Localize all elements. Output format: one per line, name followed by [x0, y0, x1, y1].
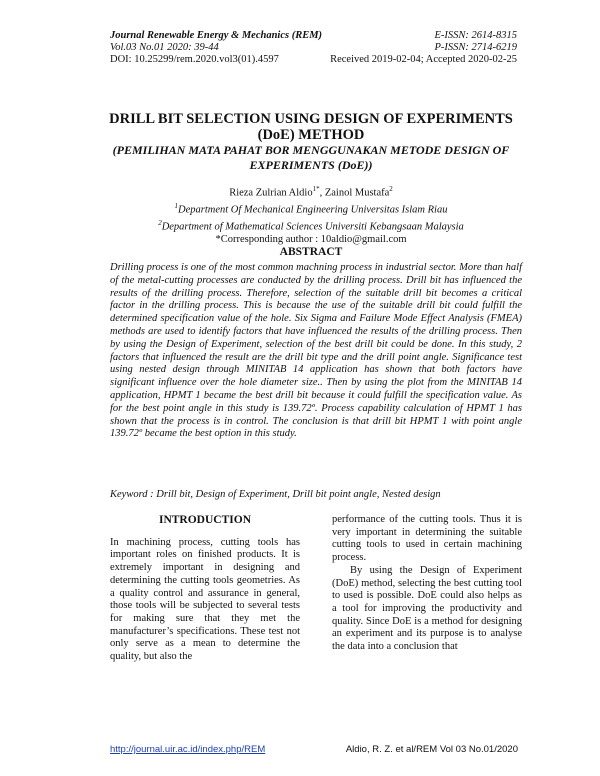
introduction-heading: INTRODUCTION [158, 514, 251, 526]
abstract-heading: ABSTRACT [279, 246, 343, 258]
paper-title-line1: DRILL BIT SELECTION USING DESIGN OF EXPERIMENTS [109, 111, 513, 127]
journal-header-right [330, 30, 517, 66]
paper-subtitle-line1: (PEMILIHAN MATA PAHAT BOR MENGGUNAKAN METODE DESIGN OF [112, 143, 510, 157]
column-right [332, 514, 522, 654]
affiliation-2-text: Department of Mathematical Sciences Universiti Kebangsaan Malaysia [161, 221, 464, 233]
journal-volume: Vol.03 No.01 2020: 39-44 [110, 42, 219, 53]
received-dates: Received 2019-02-04; Accepted 2020-02-25 [330, 54, 517, 65]
keywords: Keyword : Drill bit, Design of Experiment, Drill bit point angle, Nested design [110, 489, 441, 500]
intro-paragraph-2: By using the Design of Experiment (DoE) method, selecting the best cutting tool to used is possible. DoE could also helps as a tool for improving the productivity and quality. Since DoE is a method for designing an experiment and its purpose is to analyse the data into a conclusion that [332, 564, 522, 653]
affiliation-2 [100, 217, 522, 234]
paper-subtitle [100, 143, 522, 173]
eissn: E-ISSN: 2614-8315 [434, 30, 517, 41]
author-names [100, 183, 522, 200]
paper-subtitle-line2: EXPERIMENTS (DoE)) [249, 158, 373, 172]
abstract-text: Drilling process is one of the most common machning process in industrial sector. More than half of the metal-cutting processes are conducted by the drilling process. Drill bit has influenced the results of the drilling process. Therefore, selection of the suitable drill bit becomes a critical factor in the drilling process. This is because the use of the suitable drill bit could fulfill the determined specification value of the hole. Six Sigma and Failure Mode Effect Analysis (FMEA) methods are used to identify factors that have influenced the results of the drilling process. Then by using the Design of Experiment, selection of the best drill bit could be done. In this study, 2 factors that influenced the result are the drill bit type and the drill point angle. Significance test using nested design through MINITAB 14 application has shown that both factors have significant influence over the hole diameter size.. Then by using the plot from the MINITAB 14 application, HPMT 1 became the best drill bit because it could fulfill the specification value. As for the best point angle in this study is 139.72º. Process capability calculation of HPMT 1 has shown that the process is in control. The conclusion is that drill bit HPMT 1 with point angle 139.72º became the best option in this study. [110, 262, 522, 440]
authors-block [100, 183, 522, 247]
journal-header-left [110, 30, 322, 66]
paper-title [100, 111, 522, 143]
journal-url-link[interactable]: http://journal.uir.ac.id/index.php/REM [110, 744, 266, 755]
author-2-sup: 2 [389, 185, 393, 193]
intro-paragraph-1: In machining process, cutting tools has important roles on finished products. It is extremely important in designing and determining the cutting tools geometries. As a quality control and assurance in general, those tools will be subjected to several tests for making sure that they met the manufacturer’s specifications. These test not only serve as a mean to determine the quality, but also the [110, 536, 300, 663]
column-left [110, 514, 300, 664]
author-2: , Zainol Mustafa [319, 187, 390, 199]
paper-title-line2: (DoE) METHOD [257, 127, 365, 143]
affiliation-1-sup: 1 [174, 202, 179, 210]
author-1-sup: 1* [312, 185, 320, 193]
footer-citation: Aldio, R. Z. et al/REM Vol 03 No.01/2020 [345, 744, 518, 755]
journal-doi: DOI: 10.25299/rem.2020.vol3(01).4597 [110, 54, 279, 65]
intro-paragraph-1-continued: performance of the cutting tools. Thus it is very important in determining the suitable cutting tools to used in certain machining process. [332, 514, 522, 564]
corresponding-author: *Corresponding author : 10aldio@gmail.com [215, 234, 407, 245]
affiliation-2-sup: 2 [158, 219, 162, 227]
affiliation-1 [100, 200, 522, 217]
affiliation-1-text: Department Of Mechanical Engineering Universitas Islam Riau [178, 204, 448, 216]
pissn: P-ISSN: 2714-6219 [434, 42, 517, 53]
journal-name: Journal Renewable Energy & Mechanics (REM) [110, 30, 323, 41]
author-1: Rieza Zulrian Aldio [229, 187, 313, 199]
